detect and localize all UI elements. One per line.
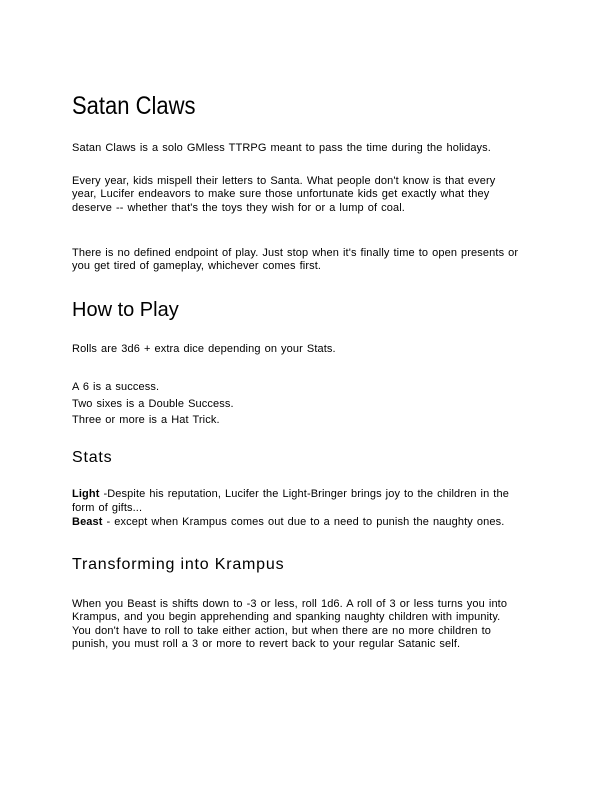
krampus-paragraph (72, 598, 542, 652)
intro-paragraph: Satan Claws is a solo GMless TTRPG meant to pass the time during the holidays. (72, 142, 491, 154)
endpoint-line: There is no defined endpoint of play. Just stop when it's finally time to open presents or (72, 247, 519, 259)
premise-line: year, Lucifer endeavors to make sure those unfortunate kids get exactly what they (72, 188, 490, 201)
beast-stat-line (72, 515, 542, 529)
success-rule-double: Two sixes is a Double Success. (72, 397, 234, 410)
transforming-into-krampus-heading: Transforming into Krampus (72, 556, 285, 573)
light-stat-text: -Despite his reputation, Lucifer the Light-Bringer brings joy to the children in the (99, 488, 509, 500)
success-rule-single: A 6 is a success. (72, 381, 160, 393)
endpoint-line: you get tired of gameplay, whichever comes first. (72, 260, 322, 273)
krampus-line: You don't have to roll to take either action, but when there are no more children to (72, 624, 491, 637)
success-rule-hat-trick: Three or more is a Hat Trick. (72, 414, 220, 426)
document-title: Satan Claws (72, 92, 196, 120)
krampus-line: When you Beast is shifts down to -3 or less, roll 1d6. A roll of 3 or less turns you into (72, 598, 508, 610)
how-to-play-heading: How to Play (72, 299, 179, 321)
premise-paragraph (72, 175, 542, 215)
beast-stat-text: - except when Krampus comes out due to a need to punish the naughty ones. (102, 516, 505, 528)
krampus-line: punish, you must roll a 3 or more to revert back to your regular Satanic self. (72, 638, 461, 651)
premise-line: deserve -- whether that's the toys they wish for or a lump of coal. (72, 201, 405, 214)
stats-description (72, 487, 542, 529)
krampus-line: Krampus, and you begin apprehending and spanking naughty children with impunity. (72, 611, 501, 624)
beast-stat-term: Beast (72, 516, 103, 528)
stats-heading: Stats (72, 449, 113, 466)
light-stat-term: Light (72, 488, 100, 500)
light-stat-line (72, 487, 542, 501)
endpoint-paragraph (72, 247, 542, 274)
rolls-paragraph: Rolls are 3d6 + extra dice depending on your Stats. (72, 343, 336, 355)
premise-line: Every year, kids mispell their letters to Santa. What people don't know is that every (72, 175, 496, 187)
success-rules (72, 379, 542, 429)
light-stat-line-continued: form of gifts... (72, 502, 143, 514)
